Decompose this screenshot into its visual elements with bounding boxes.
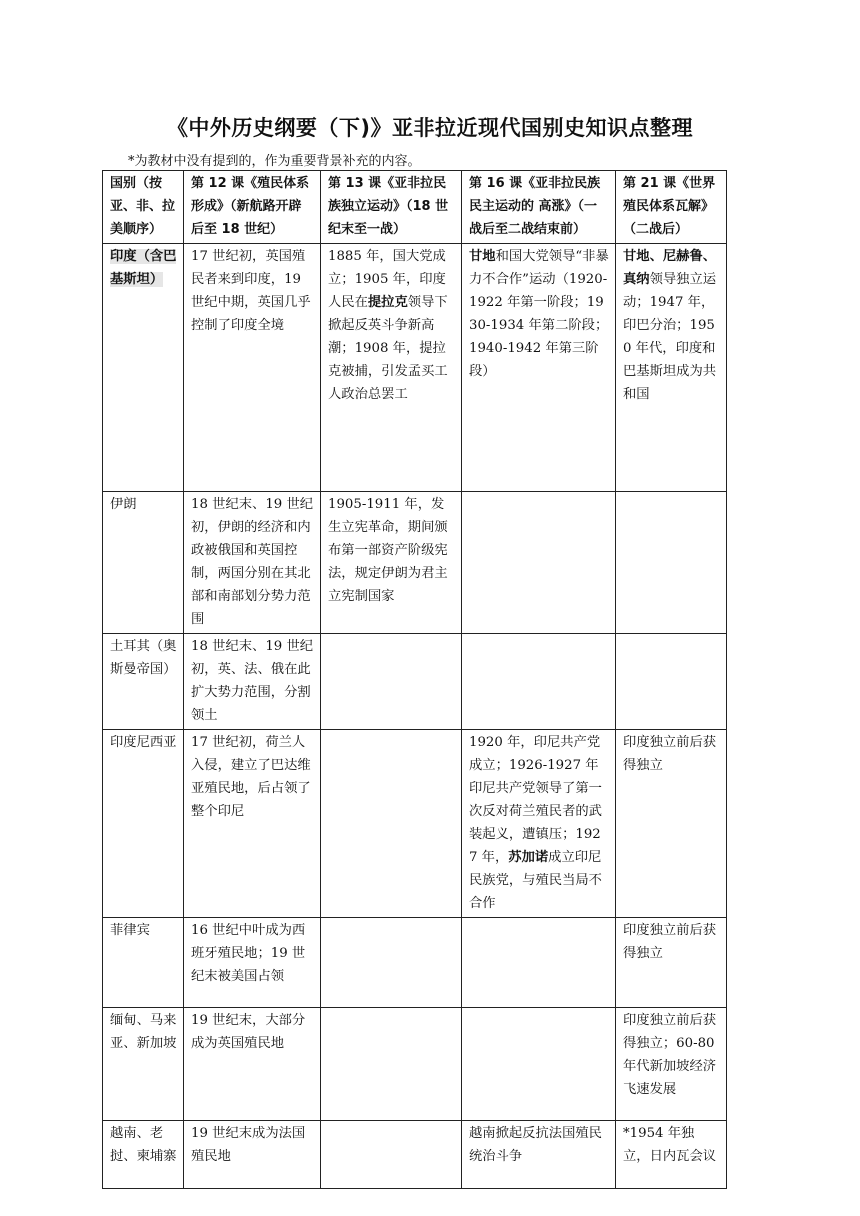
lesson-13-cell — [321, 918, 462, 1008]
lesson-16-cell: 越南掀起反抗法国殖民统治斗争 — [462, 1121, 616, 1189]
header-lesson-12: 第 12 课《殖民体系形成》（新航路开辟后至 18 世纪） — [184, 171, 321, 244]
lesson-12-cell: 19 世纪末成为法国殖民地 — [184, 1121, 321, 1189]
lesson-12-cell: 16 世纪中叶成为西班牙殖民地；19 世纪末被美国占领 — [184, 918, 321, 1008]
country-cell: 菲律宾 — [103, 918, 184, 1008]
table-row — [103, 244, 727, 492]
table-row — [103, 492, 727, 634]
note-text: *为教材中没有提到的，作为重要背景补充的内容。 — [128, 154, 421, 169]
header-lesson-21: 第 21 课《世界殖民体系瓦解》（二战后） — [616, 171, 727, 244]
history-table — [102, 170, 727, 1189]
lesson-13-cell — [321, 730, 462, 918]
country-cell — [103, 244, 184, 492]
lesson-13-cell: 1905-1911 年，发生立宪革命，期间颁布第一部资产阶级宪法，规定伊朗为君主立宪制国家 — [321, 492, 462, 634]
lesson-12-cell: 18 世纪末、19 世纪初，伊朗的经济和内政被俄国和英国控制，两国分别在其北部和南部划分势力范围 — [184, 492, 321, 634]
country-cell: 越南、老挝、柬埔寨 — [103, 1121, 184, 1189]
bold-name: 苏加诺 — [508, 850, 549, 865]
header-country: 国别（按亚、非、拉美顺序） — [103, 171, 184, 244]
cell-text: 1920 年，印尼共产党成立；1926-1927 年印尼共产党领导了第一次反对荷兰殖民者的武装起义，遭镇压；1927 年， — [469, 735, 602, 865]
table-row — [103, 730, 727, 918]
lesson-12-cell: 17 世纪初，荷兰人入侵，建立了巴达维亚殖民地，后占领了整个印尼 — [184, 730, 321, 918]
bold-name: 提拉克 — [367, 295, 408, 310]
cell-text: 和国大党领导“非暴力不合作”运动（1920-1922 年第一阶段；1930-1934 年第二阶段；1940-1942 年第三阶段） — [469, 249, 609, 379]
lesson-21-cell — [616, 634, 727, 730]
lesson-16-cell — [462, 244, 616, 492]
bold-name: 甘地、尼赫鲁、真纳 — [623, 249, 717, 287]
header-lesson-16: 第 16 课《亚非拉民族民主运动的 高涨》（一战后至二战结束前） — [462, 171, 616, 244]
table-row — [103, 918, 727, 1008]
country-cell: 缅甸、马来亚、新加坡 — [103, 1008, 184, 1121]
lesson-16-cell — [462, 918, 616, 1008]
lesson-21-cell: 印度独立前后获得独立；60-80 年代新加坡经济飞速发展 — [616, 1008, 727, 1121]
lesson-16-cell — [462, 730, 616, 918]
lesson-12-cell: 18 世纪末、19 世纪初，英、法、俄在此扩大势力范围，分割领土 — [184, 634, 321, 730]
cell-text: 成立印尼民族党，与殖民当局不合作 — [469, 850, 602, 911]
cell-text: 1885 年，国大党成立；1905 年，印度人民在 — [328, 249, 446, 310]
bold-name: 甘地 — [469, 249, 496, 264]
cell-text: 领导下掀起反英斗争新高潮；1908 年，提拉克被捕，引发孟买工人政治总罢工 — [328, 295, 448, 402]
lesson-16-cell — [462, 634, 616, 730]
lesson-21-cell: 印度独立前后获得独立 — [616, 918, 727, 1008]
country-cell: 土耳其（奥斯曼帝国） — [103, 634, 184, 730]
lesson-21-cell: *1954 年独立，日内瓦会议 — [616, 1121, 727, 1189]
lesson-16-cell — [462, 1008, 616, 1121]
header-lesson-13: 第 13 课《亚非拉民族独立运动》（18 世纪末至一战） — [321, 171, 462, 244]
lesson-21-cell — [616, 244, 727, 492]
cell-text: 领导独立运动；1947 年，印巴分治；1950 年代，印度和巴基斯坦成为共和国 — [623, 272, 717, 402]
country-cell: 印度尼西亚 — [103, 730, 184, 918]
lesson-12-cell: 17 世纪初，英国殖民者来到印度，19 世纪中期，英国几乎控制了印度全境 — [184, 244, 321, 492]
lesson-13-cell — [321, 1121, 462, 1189]
lesson-16-cell — [462, 492, 616, 634]
lesson-12-cell: 19 世纪末，大部分成为英国殖民地 — [184, 1008, 321, 1121]
country-cell: 伊朗 — [103, 492, 184, 634]
table-row — [103, 634, 727, 730]
lesson-21-cell — [616, 492, 727, 634]
lesson-13-cell — [321, 634, 462, 730]
lesson-13-cell — [321, 1008, 462, 1121]
table-row — [103, 1008, 727, 1121]
country-name: 印度（含巴基斯坦） — [110, 249, 177, 287]
lesson-21-cell: 印度独立前后获得独立 — [616, 730, 727, 918]
table-row — [103, 1121, 727, 1189]
page-title: 《中外历史纲要（下)》亚非拉近现代国别史知识点整理 — [166, 116, 694, 140]
lesson-13-cell — [321, 244, 462, 492]
table-header-row — [103, 171, 727, 244]
